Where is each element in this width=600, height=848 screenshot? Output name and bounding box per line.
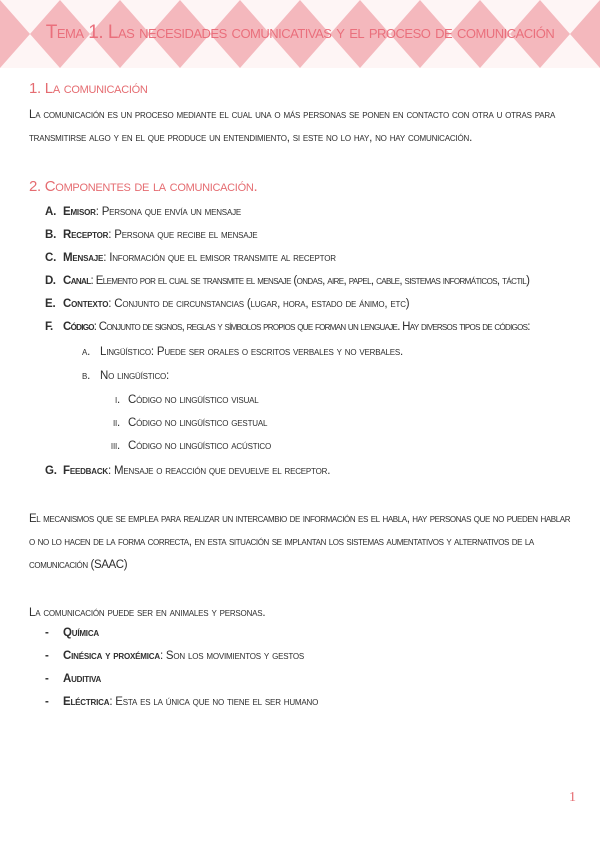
nested-text-acustico: Código no lingüístico acústico <box>128 440 272 452</box>
list-item-electrica <box>45 696 318 708</box>
list-item-feedback <box>45 465 330 477</box>
dash-marker: - <box>45 673 49 685</box>
sub-marker: a. <box>82 346 91 358</box>
desc-receptor: : Persona que recibe el mensaje <box>108 229 258 241</box>
term-quimica: Química <box>63 627 99 639</box>
dash-marker: - <box>45 696 49 708</box>
sub-item-no-linguistico <box>82 370 169 382</box>
list-item-cinesica <box>45 650 304 662</box>
dash-marker: - <box>45 627 49 639</box>
term-electrica: Eléctrica <box>63 696 110 708</box>
desc-electrica: : Esta es la única que no tiene el ser humano <box>109 696 319 708</box>
desc-codigo: : Conjunto de signos, reglas y símbolos propios que forman un lenguaje. Hay diversos tipos de códigos: <box>93 321 530 333</box>
term-cinesica: Cinésica y proxémica <box>63 650 160 662</box>
list-item-contexto <box>45 298 409 310</box>
sub-text-linguistico: Lingüístico: Puede ser orales o escritos verbales y no verbales. <box>100 346 404 358</box>
desc-cinesica: : Son los movimientos y gestos <box>159 650 305 662</box>
term-canal: Canal <box>63 275 91 287</box>
term-contexto: Contexto <box>63 298 109 310</box>
desc-mensaje: : Información que el emisor transmite al receptor <box>103 252 336 264</box>
list-marker: E. <box>45 298 56 310</box>
list-item-canal <box>45 275 529 287</box>
list-item-auditiva <box>45 673 101 685</box>
list-item-mensaje <box>45 252 336 264</box>
desc-feedback: : Mensaje o reacción que devuelve el receptor. <box>107 465 331 477</box>
roman-marker: ii. <box>112 417 120 429</box>
list-item-receptor <box>45 229 257 241</box>
term-codigo: Código <box>63 321 94 333</box>
dash-marker: - <box>45 650 49 662</box>
list-item-emisor <box>45 206 241 218</box>
term-mensaje: Mensaje <box>63 252 104 264</box>
desc-emisor: : Persona que envía un mensaje <box>95 206 242 218</box>
sub-marker: b. <box>82 370 91 382</box>
desc-canal: : Elemento por el cual se transmite el mensaje (ondas, aire, papel, cable, sistemas informáticos, táctil) <box>90 275 530 287</box>
term-receptor: Receptor <box>63 229 109 241</box>
nested-text-gestual: Código no lingüístico gestual <box>128 417 268 429</box>
term-emisor: Emisor <box>63 206 96 218</box>
paragraph-tipos: La comunicación puede ser en animales y personas. <box>29 607 266 619</box>
desc-contexto: : Conjunto de circunstancias (lugar, hora, estado de ánimo, etc) <box>108 298 410 310</box>
term-auditiva: Auditiva <box>63 673 102 685</box>
term-feedback: Feedback <box>63 465 108 477</box>
header-banner <box>0 0 600 68</box>
roman-marker: iii. <box>110 440 120 452</box>
nested-item-gestual <box>92 417 267 429</box>
list-marker: B. <box>45 229 57 241</box>
list-marker: G. <box>45 465 57 477</box>
nested-text-visual: Código no lingüístico visual <box>128 394 259 406</box>
list-marker: D. <box>45 275 56 287</box>
nested-item-acustico <box>92 440 271 452</box>
list-item-quimica <box>45 627 99 639</box>
document-title: Tema 1. Las necesidades comunicativas y el proceso de comunicación <box>45 22 555 43</box>
list-marker: F. <box>45 321 53 333</box>
roman-marker: i. <box>114 394 120 406</box>
sub-text-no-linguistico: No lingüístico: <box>100 370 170 382</box>
paragraph-definicion: La comunicación es un proceso mediante el cual una o más personas se ponen en contacto con otra u otras para transmitirse algo y en el que produce un entendimiento, si este no lo hay, no hay comunicación. <box>29 109 556 144</box>
list-marker: A. <box>45 206 57 218</box>
sub-item-linguistico <box>82 346 403 358</box>
nested-item-visual <box>92 394 259 406</box>
list-marker: C. <box>45 252 57 264</box>
list-item-codigo <box>45 321 530 333</box>
section-heading-componentes: 2. Componentes de la comunicación. <box>29 178 258 195</box>
page-number: 1 <box>569 790 576 805</box>
paragraph-saac: El mecanismos que se emplea para realizar un intercambio de información es el habla, hay personas que no pueden hablar o no lo hacen de la forma correcta, en esta situación se implantan los sistemas aumentativos y alternativos de la comunicación (SAAC) <box>29 513 571 571</box>
section-heading-comunicacion: 1. La comunicación <box>29 80 148 97</box>
